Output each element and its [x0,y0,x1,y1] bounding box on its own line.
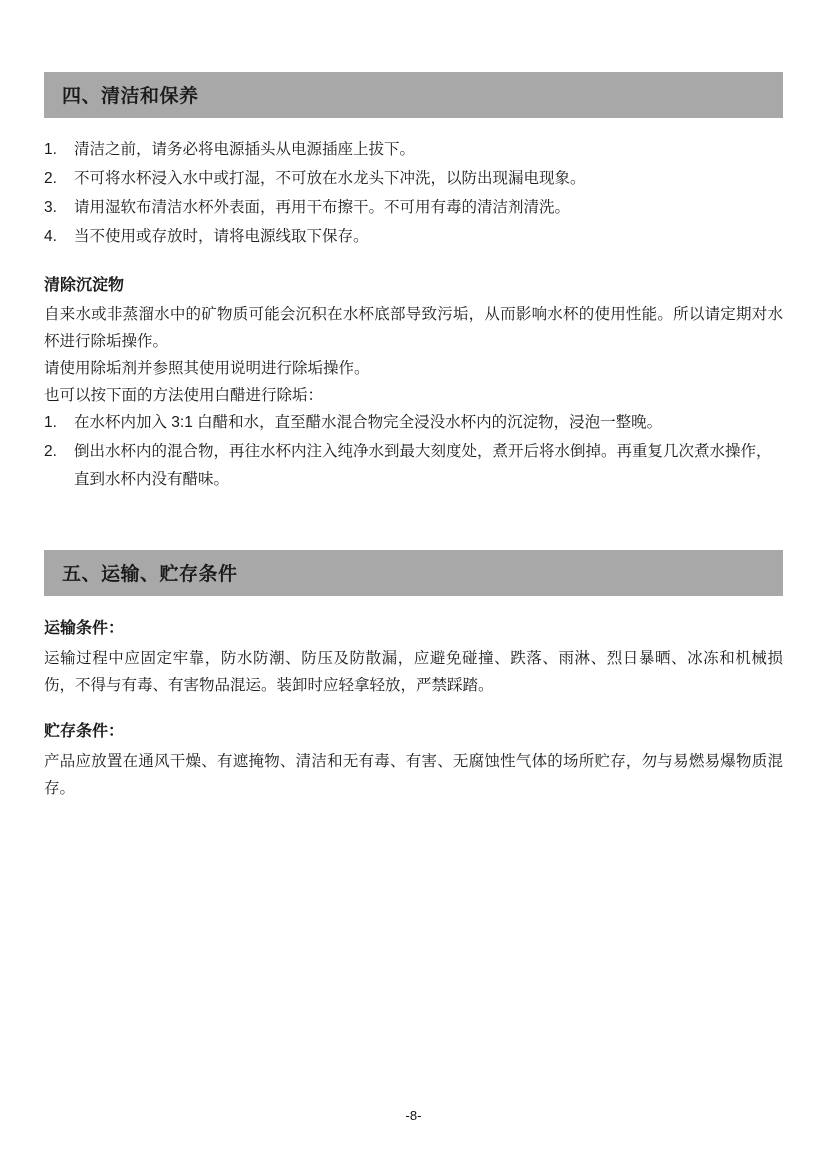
list-marker: 3. [44,199,57,216]
transport-storage-block [44,616,783,802]
descaling-paragraph-3: 也可以按下面的方法使用白醋进行除垢： [44,387,324,404]
list-text: 请用湿软布清洁水杯外表面，再用干布擦干。不可用有毒的清洁剂清洗。 [74,199,571,216]
descaling-paragraph-1: 自来水或非蒸溜水中的矿物质可能会沉积在水杯底部导致污垢，从而影响水杯的使用性能。所以请定期对水杯进行除垢操作。 [44,306,783,350]
list-marker: 1. [44,141,57,158]
section-heading-transport-storage: 五、运输、贮存条件 [44,550,783,596]
transport-paragraph: 运输过程中应固定牢靠，防水防潮、防压及防散漏，应避免碰撞、跌落、雨淋、烈日暴晒、冰冻和机械损伤，不得与有毒、有害物品混运。装卸时应轻拿轻放，严禁踩踏。 [44,650,783,694]
list-item [44,409,783,437]
list-item [44,136,783,164]
list-item [44,438,783,494]
list-text: 不可将水杯浸入水中或打湿，不可放在水龙头下冲洗，以防出现漏电现象。 [74,170,586,187]
storage-paragraph: 产品应放置在通风干燥、有遮掩物、清洁和无有毒、有害、无腐蚀性气体的场所贮存，勿与易燃易爆物质混存。 [44,753,783,797]
cleaning-instructions-block [44,136,783,494]
list-marker: 4. [44,228,57,245]
subsection-title-descaling: 清除沉淀物 [44,277,125,294]
list-text: 在水杯内加入 3:1 白醋和水，直至醋水混合物完全浸没水杯内的沉淀物，浸泡一整晚。 [74,414,663,431]
descaling-numbered-list [44,409,783,494]
list-marker: 2. [44,443,57,460]
list-item [44,165,783,193]
page-number: -8- [405,1108,422,1123]
subsection-title-transport: 运输条件： [44,620,125,637]
list-text: 当不使用或存放时，请将电源线取下保存。 [74,228,369,245]
list-item [44,194,783,222]
section-heading-cleaning: 四、清洁和保养 [44,72,783,118]
list-text: 清洁之前，请务必将电源插头从电源插座上拔下。 [74,141,416,158]
list-text: 倒出水杯内的混合物，再往水杯内注入纯净水到最大刻度处，煮开后将水倒掉。再重复几次煮水操作，直到水杯内没有醋味。 [74,443,772,488]
descaling-paragraph-2: 请使用除垢剂并参照其使用说明进行除垢操作。 [44,360,370,377]
list-marker: 1. [44,414,57,431]
subsection-title-storage: 贮存条件： [44,723,125,740]
list-marker: 2. [44,170,57,187]
cleaning-numbered-list [44,136,783,251]
list-item [44,223,783,251]
